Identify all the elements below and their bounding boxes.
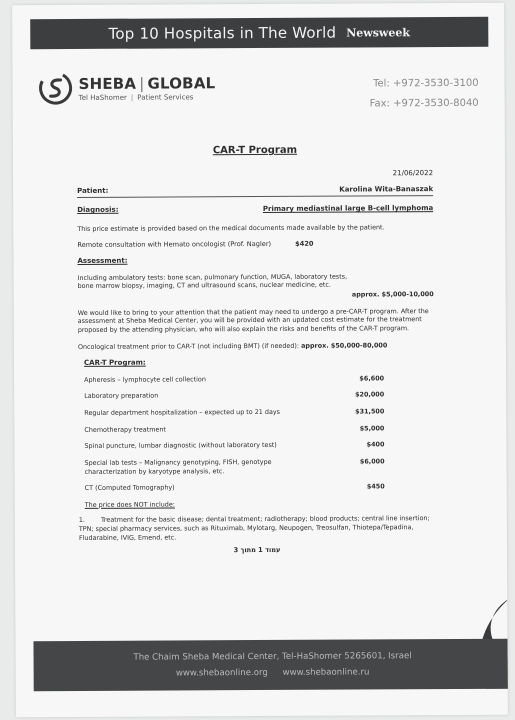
patient-label: Patient: [77,186,109,195]
footer-address: The Chaim Sheba Medical Center, Tel-HaShomer 5265601, Israel [133,651,412,663]
assessment-heading: Assessment: [77,257,128,266]
patient-row [77,185,433,198]
logo-sub1: Tel HaShomer [78,93,127,102]
program-heading: CAR-T Program: [83,358,146,368]
program-item-price: $6,000 [359,457,385,466]
document-page [12,3,508,718]
program-item-label: CT (Computed Tomography) [84,483,175,493]
oncological-price: approx. $50,000-80,000 [301,340,388,350]
program-item [84,424,384,434]
assessment-text: Including ambulatory tests: bone scan, pulmonary function, MUGA, laboratory tests, bone marrow biopsy, imaging, CT and ultrasound scans, nuclear medicine, etc. [77,272,348,291]
logo-sub2: Patient Services [137,92,194,102]
logo-global: GLOBAL [147,73,216,93]
diagnosis-row [77,204,433,216]
document-body [77,143,435,556]
program-list [84,374,385,493]
patient-value: Karolina Wita-Banaszak [339,185,434,194]
diagnosis-value: Primary mediastinal large B-cell lymphoma [262,204,434,214]
program-item-label: Regular department hospitalization – expected up to 21 days [84,407,281,417]
document-title: CAR-T Program [212,144,298,157]
program-item-label: Spinal puncture, lumbar diagnostic (without laboratory test) [84,441,277,451]
consultation-row [77,240,433,251]
page-number: עמוד 1 מתוך 3 [233,546,281,555]
program-item-label: Special lab tests – Malignancy genotyping, FISH, genotype characterization by karyotype analysis, etc. [84,457,272,476]
footer-link-ru[interactable]: www.shebaonline.ru [282,667,370,678]
sheba-logo: SHEBA | GLOBAL Tel HaShomer | Patient Services [38,70,215,105]
logo-name: SHEBA [78,74,137,93]
intro-text: This price estimate is provided based on the medical documents made available by the patient. [77,223,385,233]
program-item [85,457,385,476]
program-item [84,391,384,401]
footnote-number: 1. [78,516,85,525]
banner-title: Top 10 Hospitals in The World [108,23,337,43]
oncological-row [78,341,434,352]
program-item [84,407,384,417]
footnote [79,515,435,543]
program-item-price: $20,000 [355,390,385,399]
program-item-price: $5,000 [359,423,385,433]
assessment-block [78,272,434,301]
contact-info [369,74,478,115]
program-item-price: $450 [366,482,385,491]
sheba-s-icon [38,71,72,105]
program-item [85,483,385,493]
program-item [84,374,384,384]
document-date: 21/06/2022 [392,168,434,177]
top-banner [30,17,488,49]
footnote-text: Treatment for the basic disease; dental treatment; radiotherapy; blood products; central line insertion; TPN; special pharmacy services, such as Rituximab, Mylotarg, Neupogen, Treosulfan, Thiotepa/Tepadina, Fludarabine, IVIG, Emend, etc. [78,514,430,542]
program-item-price: $31,500 [355,407,385,416]
fax-number: Fax: +972-3530-8040 [369,97,479,110]
program-item-price: $6,600 [359,374,385,383]
not-included-heading: The price does NOT include: [84,500,175,509]
footer-banner [33,639,507,692]
program-item-label: Chemotherapy treatment [84,425,166,434]
program-item-price: $400 [366,440,385,449]
notice-text: We would like to bring to your attention that the patient may need to undergo a pre-CAR-T program. After the assessment at Sheba Medical Center, you will be provided with an updated cost estimate for the treatment proposed by the attending physician, who will also explain the risks and benefits of the CAR-T program. [77,306,429,334]
assessment-price: approx. $5,000-10,000 [351,290,434,299]
diagnosis-label: Diagnosis: [77,206,119,215]
program-item-label: Laboratory preparation [84,391,159,401]
footer-link-org[interactable]: www.shebaonline.org [175,667,268,679]
consultation-label: Remote consultation with Hemato oncologist (Prof. Nagler) [77,240,272,250]
consultation-price: $420 [295,240,314,249]
phone-number: Tel: +972-3530-3100 [373,77,479,90]
oncological-label: Oncological treatment prior to CAR-T (not including BMT) (if needed): [77,341,300,351]
program-item-label: Apheresis – lymphocyte cell collection [84,374,206,384]
newsweek-logo: Newsweek [346,25,411,40]
program-item [84,441,384,451]
